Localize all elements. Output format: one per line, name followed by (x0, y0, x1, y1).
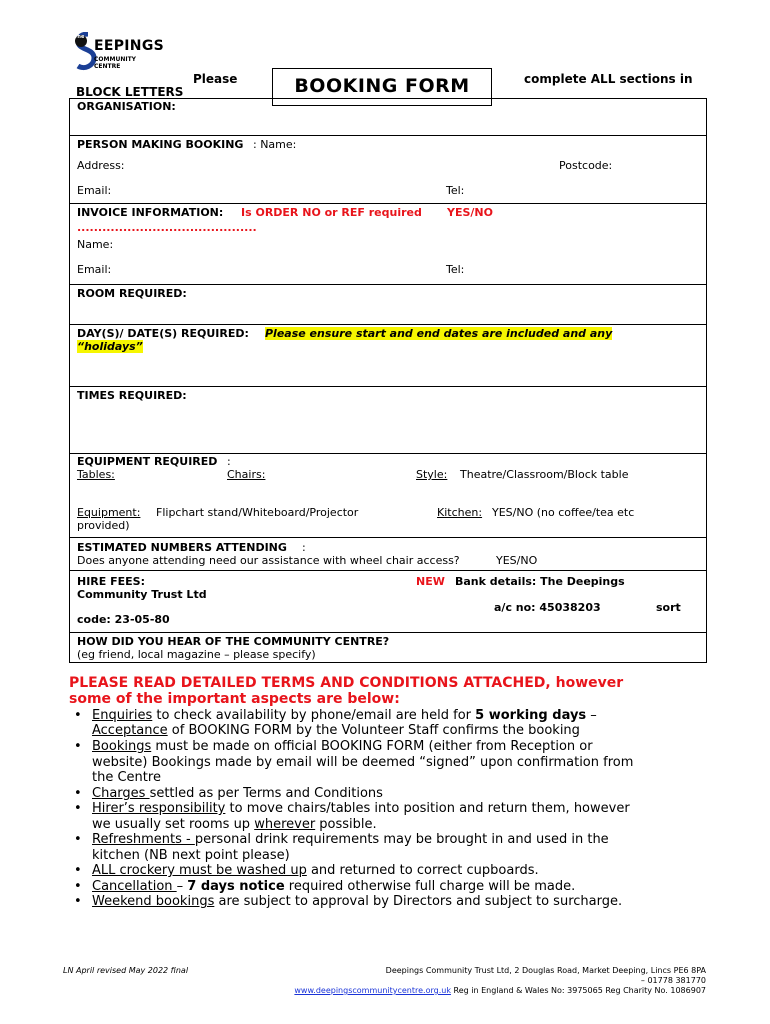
tables-label: Tables: (77, 468, 115, 481)
enquiries-dash: – (586, 708, 597, 723)
list-item-cont: the Centre (92, 770, 161, 785)
logo-line1: COMMUNITY (94, 56, 137, 63)
logo-subtitle (94, 56, 136, 70)
weekend-text: are subject to approval by Directors and subject to surcharge. (214, 894, 623, 909)
website-link[interactable]: www.deepingscommunitycentre.org.uk (294, 986, 451, 995)
invoice-label: INVOICE INFORMATION: (77, 206, 224, 219)
list-item-cont (92, 817, 377, 832)
charges-text: settled as per Terms and Conditions (149, 786, 383, 801)
email-label: Email: (77, 184, 112, 197)
working-days: 5 working days (475, 708, 587, 723)
invoice-name-label: Name: (77, 238, 114, 251)
logo (74, 30, 194, 76)
hirer-text: to move chairs/tables into position and return them, however (225, 801, 630, 816)
style-options: Theatre/Classroom/Block table (460, 468, 629, 481)
person-name-label: : Name: (253, 138, 297, 151)
bullet-icon: • (74, 894, 82, 909)
equipment-row[interactable] (69, 453, 707, 538)
logo-name: EEPINGS (94, 38, 164, 54)
bullet-icon: • (74, 708, 82, 723)
days-note-holidays: “holidays” (77, 340, 143, 353)
room-row[interactable] (69, 284, 707, 325)
kitchen-options: YES/NO (no coffee/tea etc (492, 506, 635, 519)
hear-row[interactable] (69, 632, 707, 663)
weekend-term: Weekend bookings (92, 894, 215, 909)
equipment-options: Flipchart stand/Whiteboard/Projector (156, 506, 359, 519)
invoice-tel-label: Tel: (446, 263, 465, 276)
bullet-icon: • (74, 879, 82, 894)
list-item-cont: website) Bookings made by email will be deemed “signed” upon confirmation from (92, 755, 634, 770)
charges-term: Charges (92, 786, 150, 801)
footer-registration (294, 986, 706, 995)
hear-label: HOW DID YOU HEAR OF THE COMMUNITY CENTRE? (77, 635, 390, 648)
terms-heading-line2: some of the important aspects are below: (69, 691, 400, 707)
terms-heading: PLEASE READ DETAILED TERMS AND CONDITIONS ATTACHED, however (69, 675, 624, 691)
address-label: Address: (77, 159, 125, 172)
kitchen-label: Kitchen: (437, 506, 483, 519)
hirer-text-3: possible. (315, 817, 377, 832)
room-label: ROOM REQUIRED: (77, 287, 187, 300)
refreshments-text: personal drink requirements may be brought in and used in the (194, 832, 609, 847)
footer-reg-text: Reg in England & Wales No: 3975065 Reg Charity No. 1086907 (450, 986, 706, 995)
person-booking-label: PERSON MAKING BOOKING (77, 138, 244, 151)
numbers-colon: : (302, 541, 306, 554)
wheelchair-question: Does anyone attending need our assistance with wheel chair access? (77, 554, 460, 567)
acceptance-term: Acceptance (92, 723, 168, 738)
header-block-letters: BLOCK LETTERS (76, 85, 184, 99)
hear-example: (eg friend, local magazine – please specify) (77, 648, 316, 661)
times-label: TIMES REQUIRED: (77, 389, 187, 402)
enquiries-term: Enquiries (92, 708, 153, 723)
account-number: a/c no: 45038203 (494, 601, 601, 614)
booking-form (69, 98, 707, 663)
equipment-label: EQUIPMENT REQUIRED (77, 455, 218, 468)
cancellation-term: Cancellation (92, 879, 177, 894)
cancellation-dash: – (176, 879, 188, 894)
numbers-row[interactable] (69, 537, 707, 571)
list-item-cont (92, 723, 580, 738)
wherever-term: wherever (254, 817, 316, 832)
equipment-colon: : (227, 455, 231, 468)
invoice-dots: ........................................... (77, 221, 257, 234)
refreshments-term: Refreshments - (92, 832, 195, 847)
days-row[interactable] (69, 324, 707, 387)
invoice-required: Is ORDER NO or REF required (241, 206, 422, 219)
chairs-label: Chairs: (227, 468, 266, 481)
wheelchair-yesno: YES/NO (496, 554, 538, 567)
days-label: DAY(S)/ DATE(S) REQUIRED: (77, 327, 249, 340)
trust-name: Community Trust Ltd (77, 588, 207, 601)
bookings-text: must be made on official BOOKING FORM (either from Reception or (151, 739, 593, 754)
bullet-icon: • (74, 801, 82, 816)
hirer-term: Hirer’s responsibility (92, 801, 226, 816)
cancellation-text: required otherwise full charge will be made. (284, 879, 576, 894)
invoice-yesno: YES/NO (447, 206, 493, 219)
times-row[interactable] (69, 386, 707, 454)
acceptance-text: of BOOKING FORM by the Volunteer Staff confirms the booking (167, 723, 580, 738)
hire-fees-label: HIRE FEES: (77, 575, 145, 588)
organisation-label: ORGANISATION: (77, 100, 176, 113)
new-badge: NEW (416, 575, 445, 588)
bullet-icon: • (74, 832, 82, 847)
numbers-label: ESTIMATED NUMBERS ATTENDING (77, 541, 287, 554)
footer-address: Deepings Community Trust Ltd, 2 Douglas Road, Market Deeping, Lincs PE6 8PA (385, 966, 706, 975)
bullet-icon: • (74, 863, 82, 878)
hirer-text-2: we usually set rooms up (92, 817, 255, 832)
sort-label: sort (656, 601, 681, 614)
crockery-term: ALL crockery must be washed up (92, 863, 307, 878)
invoice-email-label: Email: (77, 263, 112, 276)
logo-tag: The (74, 34, 85, 40)
style-label: Style: (416, 468, 448, 481)
bullet-icon: • (74, 739, 82, 754)
equipment-item-label: Equipment: (77, 506, 141, 519)
bank-details: Bank details: The Deepings (455, 575, 625, 588)
footer-phone: – 01778 381770 (640, 976, 706, 985)
header-please: Please (193, 72, 238, 86)
kitchen-provided: provided) (77, 519, 130, 532)
postcode-label: Postcode: (559, 159, 613, 172)
bookings-term: Bookings (92, 739, 152, 754)
sort-code: code: 23-05-80 (77, 613, 170, 626)
footer-revision: LN April revised May 2022 final (63, 966, 189, 975)
list-item-cont: kitchen (NB next point please) (92, 848, 290, 863)
header-complete: complete ALL sections in (524, 72, 693, 86)
bullet-icon: • (74, 786, 82, 801)
person-booking-row[interactable] (69, 135, 707, 204)
crockery-text: and returned to correct cupboards. (306, 863, 539, 878)
notice-days: 7 days notice (187, 879, 285, 894)
enquiries-text: to check availability by phone/email are held for (152, 708, 476, 723)
invoice-row[interactable] (69, 203, 707, 285)
days-note: Please ensure start and end dates are included and any (265, 327, 613, 340)
logo-line2: CENTRE (94, 63, 121, 70)
page-title: BOOKING FORM (272, 68, 492, 106)
organisation-row[interactable] (69, 98, 707, 136)
tel-label: Tel: (446, 184, 465, 197)
hire-fees-row[interactable] (69, 570, 707, 633)
